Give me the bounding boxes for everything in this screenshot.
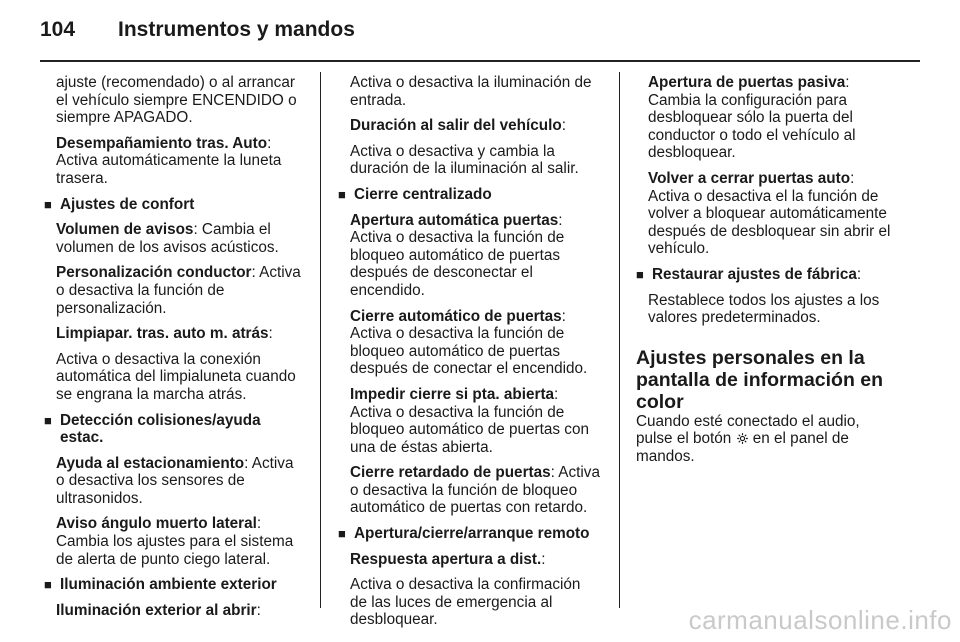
bullet-item [636,266,898,284]
paragraph: Activa o desactiva y cambia la duración de la iluminación al salir. [350,142,579,178]
paragraph: Activa o desactiva la confirmación de las luces de emergencia al desbloquear. [350,576,581,629]
bullet-label: Ajustes de confort [60,195,195,213]
bullet-label: Cierre centralizado [354,185,492,203]
bullet-label: Apertura/cierre/arranque remoto [354,525,590,543]
paragraph: ajuste (recomendado) o al arrancar el vehículo siempre ENCENDIDO o siempre APAGADO. [56,74,297,127]
bullet-marker: ■ [44,196,52,212]
term: Apertura automática puertas [350,211,559,229]
bullet-item [338,525,600,543]
bullet-item [44,576,306,594]
bullet-marker: ■ [338,526,346,542]
definition: : Activa o desactiva la función de bloqueo automático de puertas con retardo. [350,464,600,517]
paragraph [338,464,600,517]
paragraph: Activa o desactiva la iluminación de entrada. [350,74,592,109]
bullet-item [44,196,306,214]
term: Cierre retardado de puertas [350,464,551,482]
column-3 [636,74,898,466]
term: Iluminación exterior al abrir [56,601,257,619]
bullet-marker: ■ [44,412,52,428]
paragraph [338,551,600,569]
paragraph [44,325,306,343]
term: Duración al salir del vehículo [350,117,562,135]
paragraph [44,221,306,256]
term: Personalización conductor [56,264,252,282]
column-divider-2 [619,72,620,608]
term: Apertura de puertas pasiva [648,74,846,91]
bullet-marker: ■ [636,266,644,282]
term: Ayuda al estacionamiento [56,454,245,472]
term: Volver a cerrar puertas auto [648,169,851,187]
column-1 [44,74,306,627]
definition: : Cambia los ajustes para el sistema de alerta de punto ciego lateral. [56,515,294,568]
body-text-before: Cuando esté conectado el audio, pulse el botón [636,412,860,448]
term: Desempañamiento tras. Auto [56,134,268,152]
definition: : Activa o desactiva la función de bloqueo automático de puertas después de conectar el encendido. [350,307,588,378]
term: Respuesta apertura a dist. [350,550,542,568]
paragraph [636,74,898,162]
chapter-title: Instrumentos y mandos [118,18,355,41]
paragraph [338,212,600,300]
column-divider-1 [320,72,321,608]
page-number: 104 [40,18,76,41]
definition: : Activa o desactiva la función de personalización. [56,264,301,317]
paragraph [44,515,306,568]
paragraph [44,135,306,188]
paragraph: Activa o desactiva la conexión automática del limpialuneta cuando se engrana la marcha atrás. [56,350,296,403]
column-2 [338,74,600,637]
definition: : Cambia la configuración para desbloquear sólo la puerta del conductor o todo el vehículo al desbloquear. [648,74,856,162]
watermark: carmanualsonline.info [688,605,952,635]
header-rule [40,60,920,62]
bullet-label: Restaurar ajustes de fábrica [652,265,857,283]
definition: : Activa o desactiva la función de bloqueo automático de puertas con una de éstas abierta. [350,385,589,456]
bullet-marker: ■ [338,186,346,202]
definition: : Activa o desactiva la función de bloqueo automático de puertas después de desconectar el encendido. [350,211,565,299]
paragraph [338,117,600,135]
definition: : Activa o desactiva los sensores de ultrasonidos. [56,454,294,507]
bullet-marker: ■ [44,577,52,593]
paragraph [44,455,306,508]
definition: : [256,601,261,619]
term: Volumen de avisos [56,221,194,239]
definition: : Cambia el volumen de los avisos acústicos. [56,221,279,256]
paragraph [44,264,306,317]
body-text-after: en el panel de mandos. [636,430,849,465]
bullet-suffix: : [856,265,862,283]
definition: : [541,550,546,568]
definition: : [268,325,273,343]
paragraph: Restablece todos los ajustes a los valores predeterminados. [648,291,880,327]
definition: : [561,117,566,135]
paragraph [636,170,898,258]
paragraph [44,602,306,620]
page-header [40,18,920,48]
bullet-item [44,412,306,447]
term: Aviso ángulo muerto lateral [56,515,257,533]
paragraph [338,386,600,456]
paragraph [636,413,898,466]
section-heading: Ajustes personales en la pantalla de información en color [636,346,884,413]
gear-icon [736,432,749,445]
bullet-label: Detección colisiones/ayuda estac. [60,411,261,447]
definition: : Activa o desactiva el la función de volver a bloquear automáticamente después de desbloquear sin abrir el vehículo. [648,169,891,258]
paragraph [338,308,600,378]
term: Impedir cierre si pta. abierta [350,385,555,403]
term: Cierre automático de puertas [350,307,562,325]
term: Limpiapar. tras. auto m. atrás [56,325,269,343]
bullet-item [338,186,600,204]
bullet-label: Iluminación ambiente exterior [60,576,277,594]
definition: : Activa automáticamente la luneta trasera. [56,134,282,187]
